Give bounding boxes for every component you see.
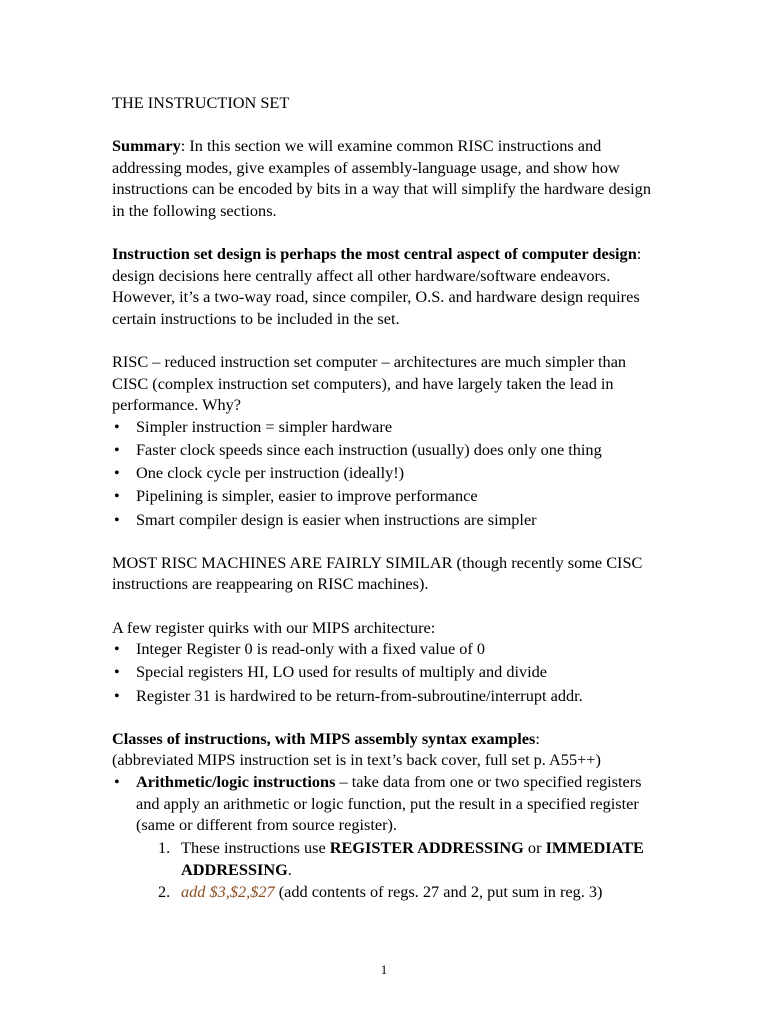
page-number: 1 bbox=[380, 962, 388, 977]
design-bold-text: Instruction set design is perhaps the most central aspect of computer design bbox=[112, 244, 637, 264]
item-number: 1. bbox=[158, 838, 171, 858]
summary-text: : In this section we will examine common RISC instructions and addressing modes, give examples of assembly-language usage, and show how instructions can be encoded by bits in a way that will simplify the hardware design in the following sections. bbox=[112, 136, 651, 220]
most-risc-paragraph: MOST RISC MACHINES ARE FAIRLY SIMILAR (though recently some CISC instructions are reappearing on RISC machines). bbox=[112, 552, 643, 594]
code-example: add $3,$2,$27 bbox=[181, 881, 275, 901]
list-item bbox=[112, 881, 652, 903]
item-text: . bbox=[287, 859, 292, 879]
immediate-addressing-text: IMMEDIATE ADDRESSING bbox=[181, 838, 644, 879]
list-item: • Smart compiler design is easier when instructions are simpler bbox=[112, 509, 652, 531]
classes-heading-colon: : bbox=[535, 728, 540, 748]
quirks-list bbox=[112, 638, 652, 706]
arith-text: – take data from one or two specified registers and apply an arithmetic or logic function, put the result in a specified register (same or different from source register). bbox=[136, 771, 642, 835]
list-item: • Pipelining is simpler, easier to improve performance bbox=[112, 485, 652, 507]
risc-intro: RISC – reduced instruction set computer – architectures are much simpler than CISC (complex instruction set computers), and have largely taken the lead in performance. Why? bbox=[112, 352, 627, 415]
summary-label: Summary bbox=[112, 136, 181, 156]
list-item bbox=[112, 771, 652, 836]
arith-sub-list bbox=[112, 837, 652, 902]
item-text: (add contents of regs. 27 and 2, put sum in reg. 3) bbox=[274, 881, 603, 901]
page-title: THE INSTRUCTION SET bbox=[112, 93, 290, 112]
design-text: : design decisions here centrally affect all other hardware/software endeavors. However, it’s a two-way road, since compiler, O.S. and hardware design requires certain instructions to be included in the set. bbox=[112, 244, 642, 328]
item-text: These instructions use bbox=[181, 838, 330, 858]
classes-list bbox=[112, 771, 652, 836]
document-page bbox=[112, 92, 652, 902]
classes-heading-bold: Classes of instructions, with MIPS assembly syntax examples bbox=[112, 728, 536, 748]
quirks-intro: A few register quirks with our MIPS architecture: bbox=[112, 617, 436, 637]
list-item: • Register 31 is hardwired to be return-from-subroutine/interrupt addr. bbox=[112, 685, 652, 707]
list-item: • One clock cycle per instruction (ideally!) bbox=[112, 462, 652, 484]
classes-heading bbox=[112, 728, 652, 750]
list-item: • Simpler instruction = simpler hardware bbox=[112, 416, 652, 438]
list-item: • Faster clock speeds since each instruction (usually) does only one thing bbox=[112, 439, 652, 461]
design-paragraph bbox=[112, 243, 652, 329]
list-item: • Integer Register 0 is read-only with a fixed value of 0 bbox=[112, 638, 652, 660]
risc-reasons-list bbox=[112, 416, 652, 530]
classes-note: (abbreviated MIPS instruction set is in text’s back cover, full set p. A55++) bbox=[112, 750, 601, 770]
arith-label: Arithmetic/logic instructions bbox=[136, 771, 336, 791]
item-text: or bbox=[523, 838, 546, 858]
item-number: 2. bbox=[158, 881, 171, 901]
list-item bbox=[112, 837, 652, 880]
list-item: • Special registers HI, LO used for results of multiply and divide bbox=[112, 661, 652, 683]
register-addressing-text: REGISTER ADDRESSING bbox=[329, 838, 524, 858]
summary-paragraph bbox=[112, 135, 652, 221]
